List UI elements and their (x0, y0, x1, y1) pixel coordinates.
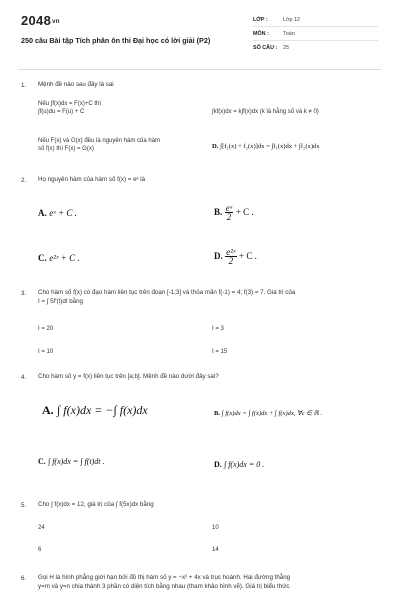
header-divider (18, 69, 381, 70)
logo-text: 2048 (21, 13, 52, 28)
question-line: y=m và y=n chia thành 3 phần có diện tích bằng nhau (tham khảo hình vẽ). Giá trị biểu thức (38, 583, 290, 590)
option-d[interactable]: I = 15 (212, 349, 228, 355)
option-a[interactable]: 24 (38, 525, 45, 531)
question-line: I = ∫ 5f′(t)dt bằng (38, 298, 83, 305)
option-letter: D. (212, 143, 219, 150)
meta-value: Toán (283, 31, 295, 37)
option-letter: A. (42, 403, 54, 417)
option-b[interactable] (212, 108, 319, 116)
option-d[interactable] (214, 461, 264, 469)
question-text: Họ nguyên hàm của hàm số f(x) = eˣ là (38, 176, 146, 183)
fraction-denominator: 2 (226, 212, 232, 222)
option-expr: ∫[f₁(x) + f₂(x)]dx = ∫f₁(x)dx + ∫f₂(x)dx (220, 143, 320, 150)
option-expr: ∫ f(x)dx = −∫ f(x)dx (57, 403, 148, 417)
document-title: 250 câu Bài tập Tích phân ôn thi Đại học có lời giải (P2) (21, 36, 211, 45)
meta-value: Lớp 12 (283, 17, 301, 23)
question-number: 1. (21, 82, 27, 89)
option-expr: + C . (235, 206, 254, 217)
site-logo[interactable] (21, 13, 60, 28)
option-expr: ∫ f(x)dx = ∫ f(x)dx + ∫ f(x)dx, ∀c ∈ ℝ . (221, 410, 323, 417)
option-fraction (225, 204, 234, 221)
option-expr: ∫ f(x)dx = ∫ f(t)dt . (48, 457, 105, 466)
question-number: 5. (21, 502, 27, 509)
option-c[interactable] (38, 254, 80, 262)
fraction-numerator: e²ˣ (226, 247, 236, 257)
fraction-denominator: 2 (228, 256, 234, 266)
question-number: 4. (21, 374, 27, 381)
logo-suffix: vn (52, 19, 60, 25)
option-a[interactable] (38, 209, 77, 217)
option-b[interactable]: I = 3 (212, 326, 224, 332)
option-fraction (225, 248, 236, 265)
question-number: 6. (21, 575, 27, 582)
question-text: Cho ∫ f(x)dx = 12, giá trị của ∫ f(5x)dx bằng (38, 501, 154, 508)
meta-rule (253, 40, 378, 41)
option-line: ∫f(u)du = F(u) + C (38, 109, 85, 115)
option-d[interactable] (212, 143, 320, 151)
option-line: ∫kf(x)dx = k∫f(x)dx (k là hằng số và k ≠ 0) (212, 109, 319, 115)
option-b[interactable] (214, 204, 254, 221)
option-letter: D. (214, 250, 223, 261)
option-c[interactable]: I = 10 (38, 349, 54, 355)
option-b[interactable] (214, 410, 322, 418)
question-text (38, 288, 378, 306)
option-line: Nếu ∫f(x)dx = F(x)+C thì (38, 101, 101, 107)
option-letter: C. (38, 457, 46, 466)
option-letter: C. (38, 253, 47, 263)
meta-label: LỚP : (253, 17, 268, 23)
question-line: Cho hàm số f(x) có đạo hàm liên tục trên đoạn [-1;3] và thỏa mãn f(-1) = 4; f(3) = 7. Giá trị của (38, 289, 296, 296)
option-letter: A. (38, 208, 47, 218)
option-letter: B. (214, 206, 223, 217)
option-c[interactable]: 6 (38, 547, 42, 553)
option-a[interactable] (42, 403, 148, 417)
question-text: Mệnh đề nào sau đây là sai (38, 81, 114, 88)
meta-rule (253, 26, 378, 27)
meta-value: 25 (283, 45, 289, 51)
fraction-numerator: eˣ (225, 203, 233, 213)
option-b[interactable]: 10 (212, 525, 219, 531)
question-number: 2. (21, 177, 27, 184)
meta-label: SỐ CÂU : (253, 45, 278, 51)
option-expr: ∫ f(x)dx = 0 . (224, 460, 265, 469)
question-text (38, 573, 383, 591)
option-c[interactable] (38, 137, 160, 153)
option-d[interactable]: 14 (212, 547, 219, 553)
option-expr: e²ˣ + C . (49, 253, 80, 263)
question-line: Gọi H là hình phẳng giới hạn bởi đồ thị hàm số y = −x² + 4x và trục hoành. Hai đường thẳng (38, 574, 291, 581)
question-number: 3. (21, 290, 27, 297)
meta-label: MÔN : (253, 31, 269, 37)
option-expr: eˣ + C . (49, 208, 77, 218)
option-d[interactable] (214, 248, 257, 265)
option-a[interactable] (38, 100, 101, 116)
question-text: Cho hàm số y = f(x) liên tục trên [a;b]. Mệnh đề nào dưới đây sai? (38, 373, 219, 380)
option-expr: + C . (239, 250, 257, 261)
option-line: Nếu F(x) và G(x) đều là nguyên hàm của hàm (38, 138, 161, 144)
option-letter: B. (214, 410, 221, 417)
option-a[interactable]: I = 20 (38, 326, 54, 332)
option-letter: D. (214, 460, 222, 469)
option-line: số f(x) thì F(x) = G(x) (38, 146, 94, 152)
option-c[interactable] (38, 458, 104, 466)
